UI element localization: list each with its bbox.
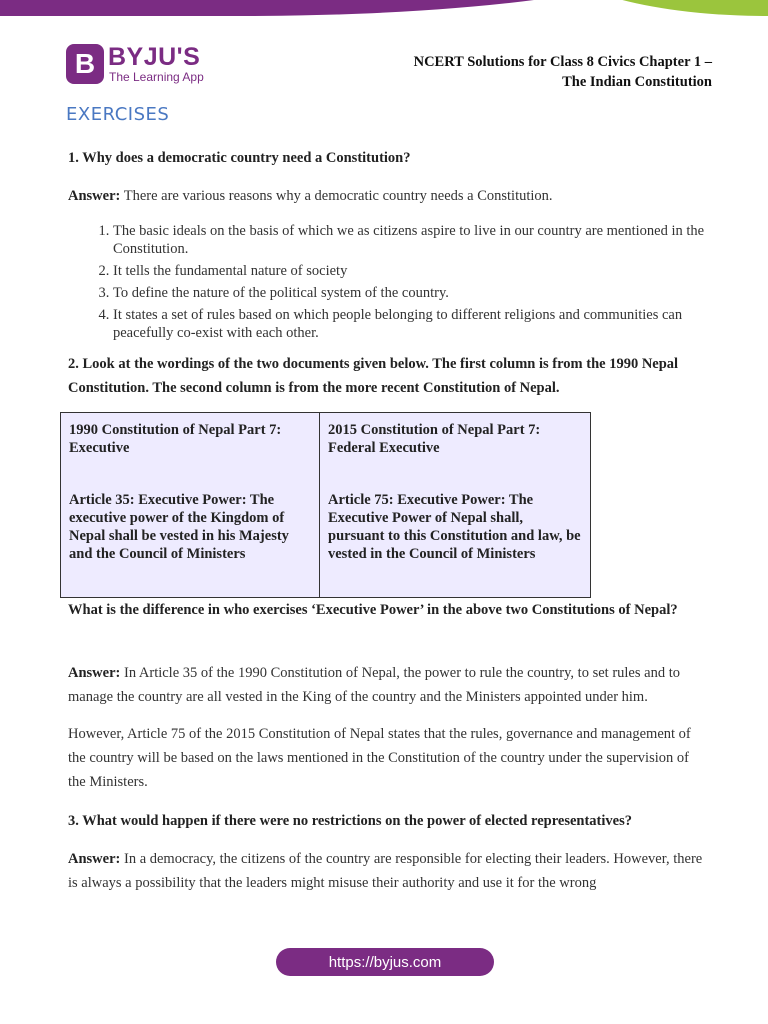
top-band-green xyxy=(560,0,768,16)
answer-2-text: In Article 35 of the 1990 Constitution of Nepal, the power to rule the country, to set rules and to manage the country are all vested in the King of the country and the Ministers appointed under him. xyxy=(68,665,680,705)
question-2: 2. Look at the wordings of the two documents given below. The first column is from the 1990 Nepal Constitution. The second column is from the more recent Constitution of Nepal. xyxy=(68,356,679,396)
top-decorative-band xyxy=(0,0,768,20)
answer-3-text: In a democracy, the citizens of the country are responsible for electing their leaders. However, there is always a possibility that the leaders might misuse their authority and use it for the wrong xyxy=(68,851,703,891)
answer-1-text: There are various reasons why a democratic country needs a Constitution. xyxy=(120,188,553,204)
table-cell-article-75: Article 75: Executive Power: The Executive Power of Nepal shall, pursuant to this Constitution and law, be vested in the Council of Ministers xyxy=(328,492,581,562)
reasons-list xyxy=(68,222,743,346)
answer-1-label: Answer: xyxy=(68,188,121,204)
byjus-logo xyxy=(66,44,246,88)
page-header-title xyxy=(414,52,712,92)
answer-2-continued: However, Article 75 of the 2015 Constitution of Nepal states that the rules, governance and management of the country will be based on the laws mentioned in the Constitution of the country under the supervision of the Ministers. xyxy=(68,726,691,790)
section-heading: EXERCISES xyxy=(66,104,170,125)
table-cell-article-35: Article 35: Executive Power: The executive power of the Kingdom of Nepal shall be vested in his Majesty and the Council of Ministers xyxy=(61,483,320,597)
question-3: 3. What would happen if there were no restrictions on the power of elected representatives? xyxy=(68,813,632,829)
nepal-constitution-table xyxy=(60,412,591,598)
table-header-1990: 1990 Constitution of Nepal Part 7: Executive xyxy=(61,413,320,483)
answer-2 xyxy=(68,661,708,709)
answer-3-label: Answer: xyxy=(68,851,121,867)
list-item: 4. It states a set of rules based on which people belonging to different religions and communities can peacefully co-exist with each other. xyxy=(113,306,743,342)
question-1: 1. Why does a democratic country need a Constitution? xyxy=(68,150,411,166)
list-item: 2. It tells the fundamental nature of society xyxy=(113,262,743,280)
header-title-line2: The Indian Constitution xyxy=(562,74,712,90)
answer-2-label: Answer: xyxy=(68,665,121,681)
header-title-line1: NCERT Solutions for Class 8 Civics Chapter 1 – xyxy=(413,54,712,70)
logo-badge: B xyxy=(66,44,104,84)
question-2-sub: What is the difference in who exercises ‘Executive Power’ in the above two Constitutions of Nepal? xyxy=(68,602,678,618)
answer-3 xyxy=(68,847,708,895)
table-header-2015: 2015 Constitution of Nepal Part 7: Federal Executive xyxy=(328,422,541,456)
answer-1 xyxy=(68,184,708,208)
list-item: 1. The basic ideals on the basis of which we as citizens aspire to live in our country are mentioned in the Constitution. xyxy=(113,222,743,258)
logo-tagline: The Learning App xyxy=(109,70,204,84)
logo-brand-name: BYJU'S xyxy=(108,43,201,71)
list-item: 3. To define the nature of the political system of the country. xyxy=(113,284,743,302)
top-band-purple xyxy=(0,0,660,16)
website-link[interactable]: https://byjus.com xyxy=(276,948,494,976)
